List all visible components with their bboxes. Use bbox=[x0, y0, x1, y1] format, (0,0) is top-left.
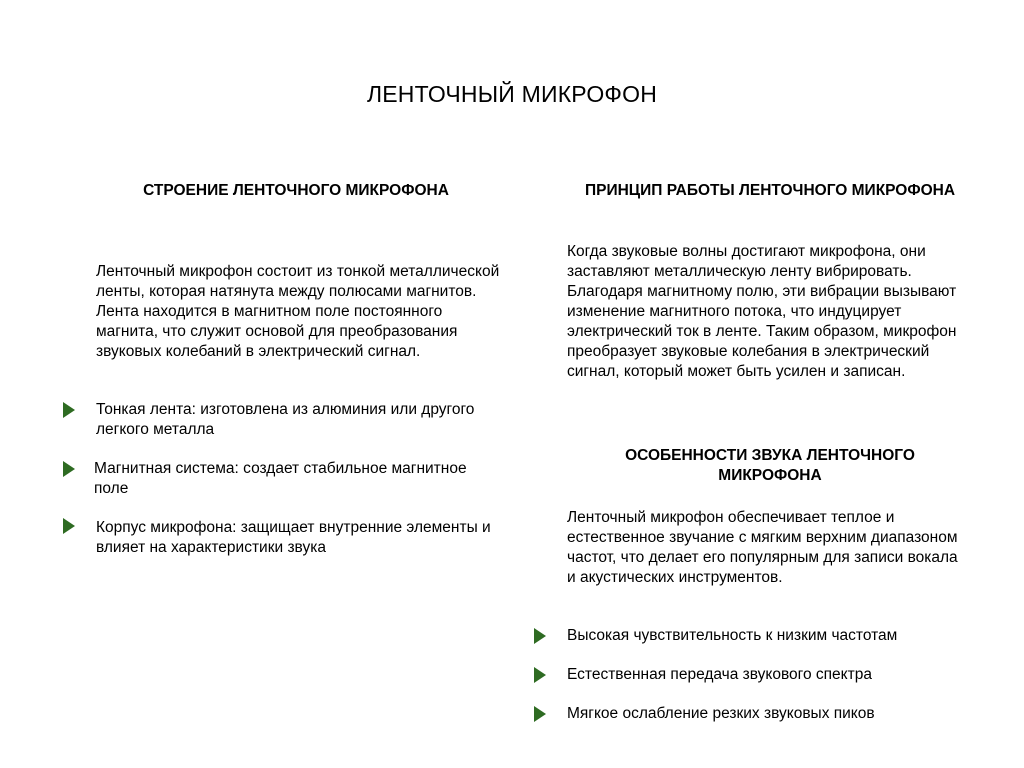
bullet-arrow-icon bbox=[63, 461, 75, 477]
features-heading: ОСОБЕННОСТИ ЗВУКА ЛЕНТОЧНОГО МИКРОФОНА bbox=[625, 447, 915, 484]
structure-bullet-3: Корпус микрофона: защищает внутренние элементы и влияет на характеристики звука bbox=[96, 519, 491, 556]
features-bullet-3: Мягкое ослабление резких звуковых пиков bbox=[567, 705, 875, 722]
features-bullet-2: Естественная передача звукового спектра bbox=[567, 666, 872, 683]
structure-bullet-2: Магнитная система: создает стабильное магнитное поле bbox=[94, 460, 467, 497]
features-paragraph: Ленточный микрофон обеспечивает теплое и естественное звучание с мягким верхним диапазоном частот, что делает его популярным для записи вокала и акустических инструментов. bbox=[567, 509, 958, 586]
page-title: ЛЕНТОЧНЫЙ МИКРОФОН bbox=[366, 81, 658, 107]
bullet-arrow-icon bbox=[63, 518, 75, 534]
principle-paragraph: Когда звуковые волны достигают микрофона, они заставляют металлическую ленту вибрировать. Благодаря магнитному полю, эти вибрации вызывают изменение магнитного потока, что индуцирует электрический ток в ленте. Таким образом, микрофон преобразует звуковые колебания в электрический сигнал, который может быть усилен и записан. bbox=[567, 243, 957, 380]
structure-paragraph: Ленточный микрофон состоит из тонкой металлической ленты, которая натянута между полюсами магнитов. Лента находится в магнитном поле постоянного магнита, что служит основой для преобразования звуковых колебаний в электрический сигнал. bbox=[96, 263, 500, 360]
bullet-arrow-icon bbox=[63, 402, 75, 418]
bullet-arrow-icon bbox=[534, 667, 546, 683]
structure-heading: СТРОЕНИЕ ЛЕНТОЧНОГО МИКРОФОНА bbox=[143, 182, 449, 199]
features-bullet-1: Высокая чувствительность к низким частотам bbox=[567, 627, 898, 644]
bullet-arrow-icon bbox=[534, 628, 546, 644]
bullet-arrow-icon bbox=[534, 706, 546, 722]
structure-bullet-1: Тонкая лента: изготовлена из алюминия или другого легкого металла bbox=[96, 401, 475, 438]
principle-heading: ПРИНЦИП РАБОТЫ ЛЕНТОЧНОГО МИКРОФОНА bbox=[584, 182, 956, 199]
